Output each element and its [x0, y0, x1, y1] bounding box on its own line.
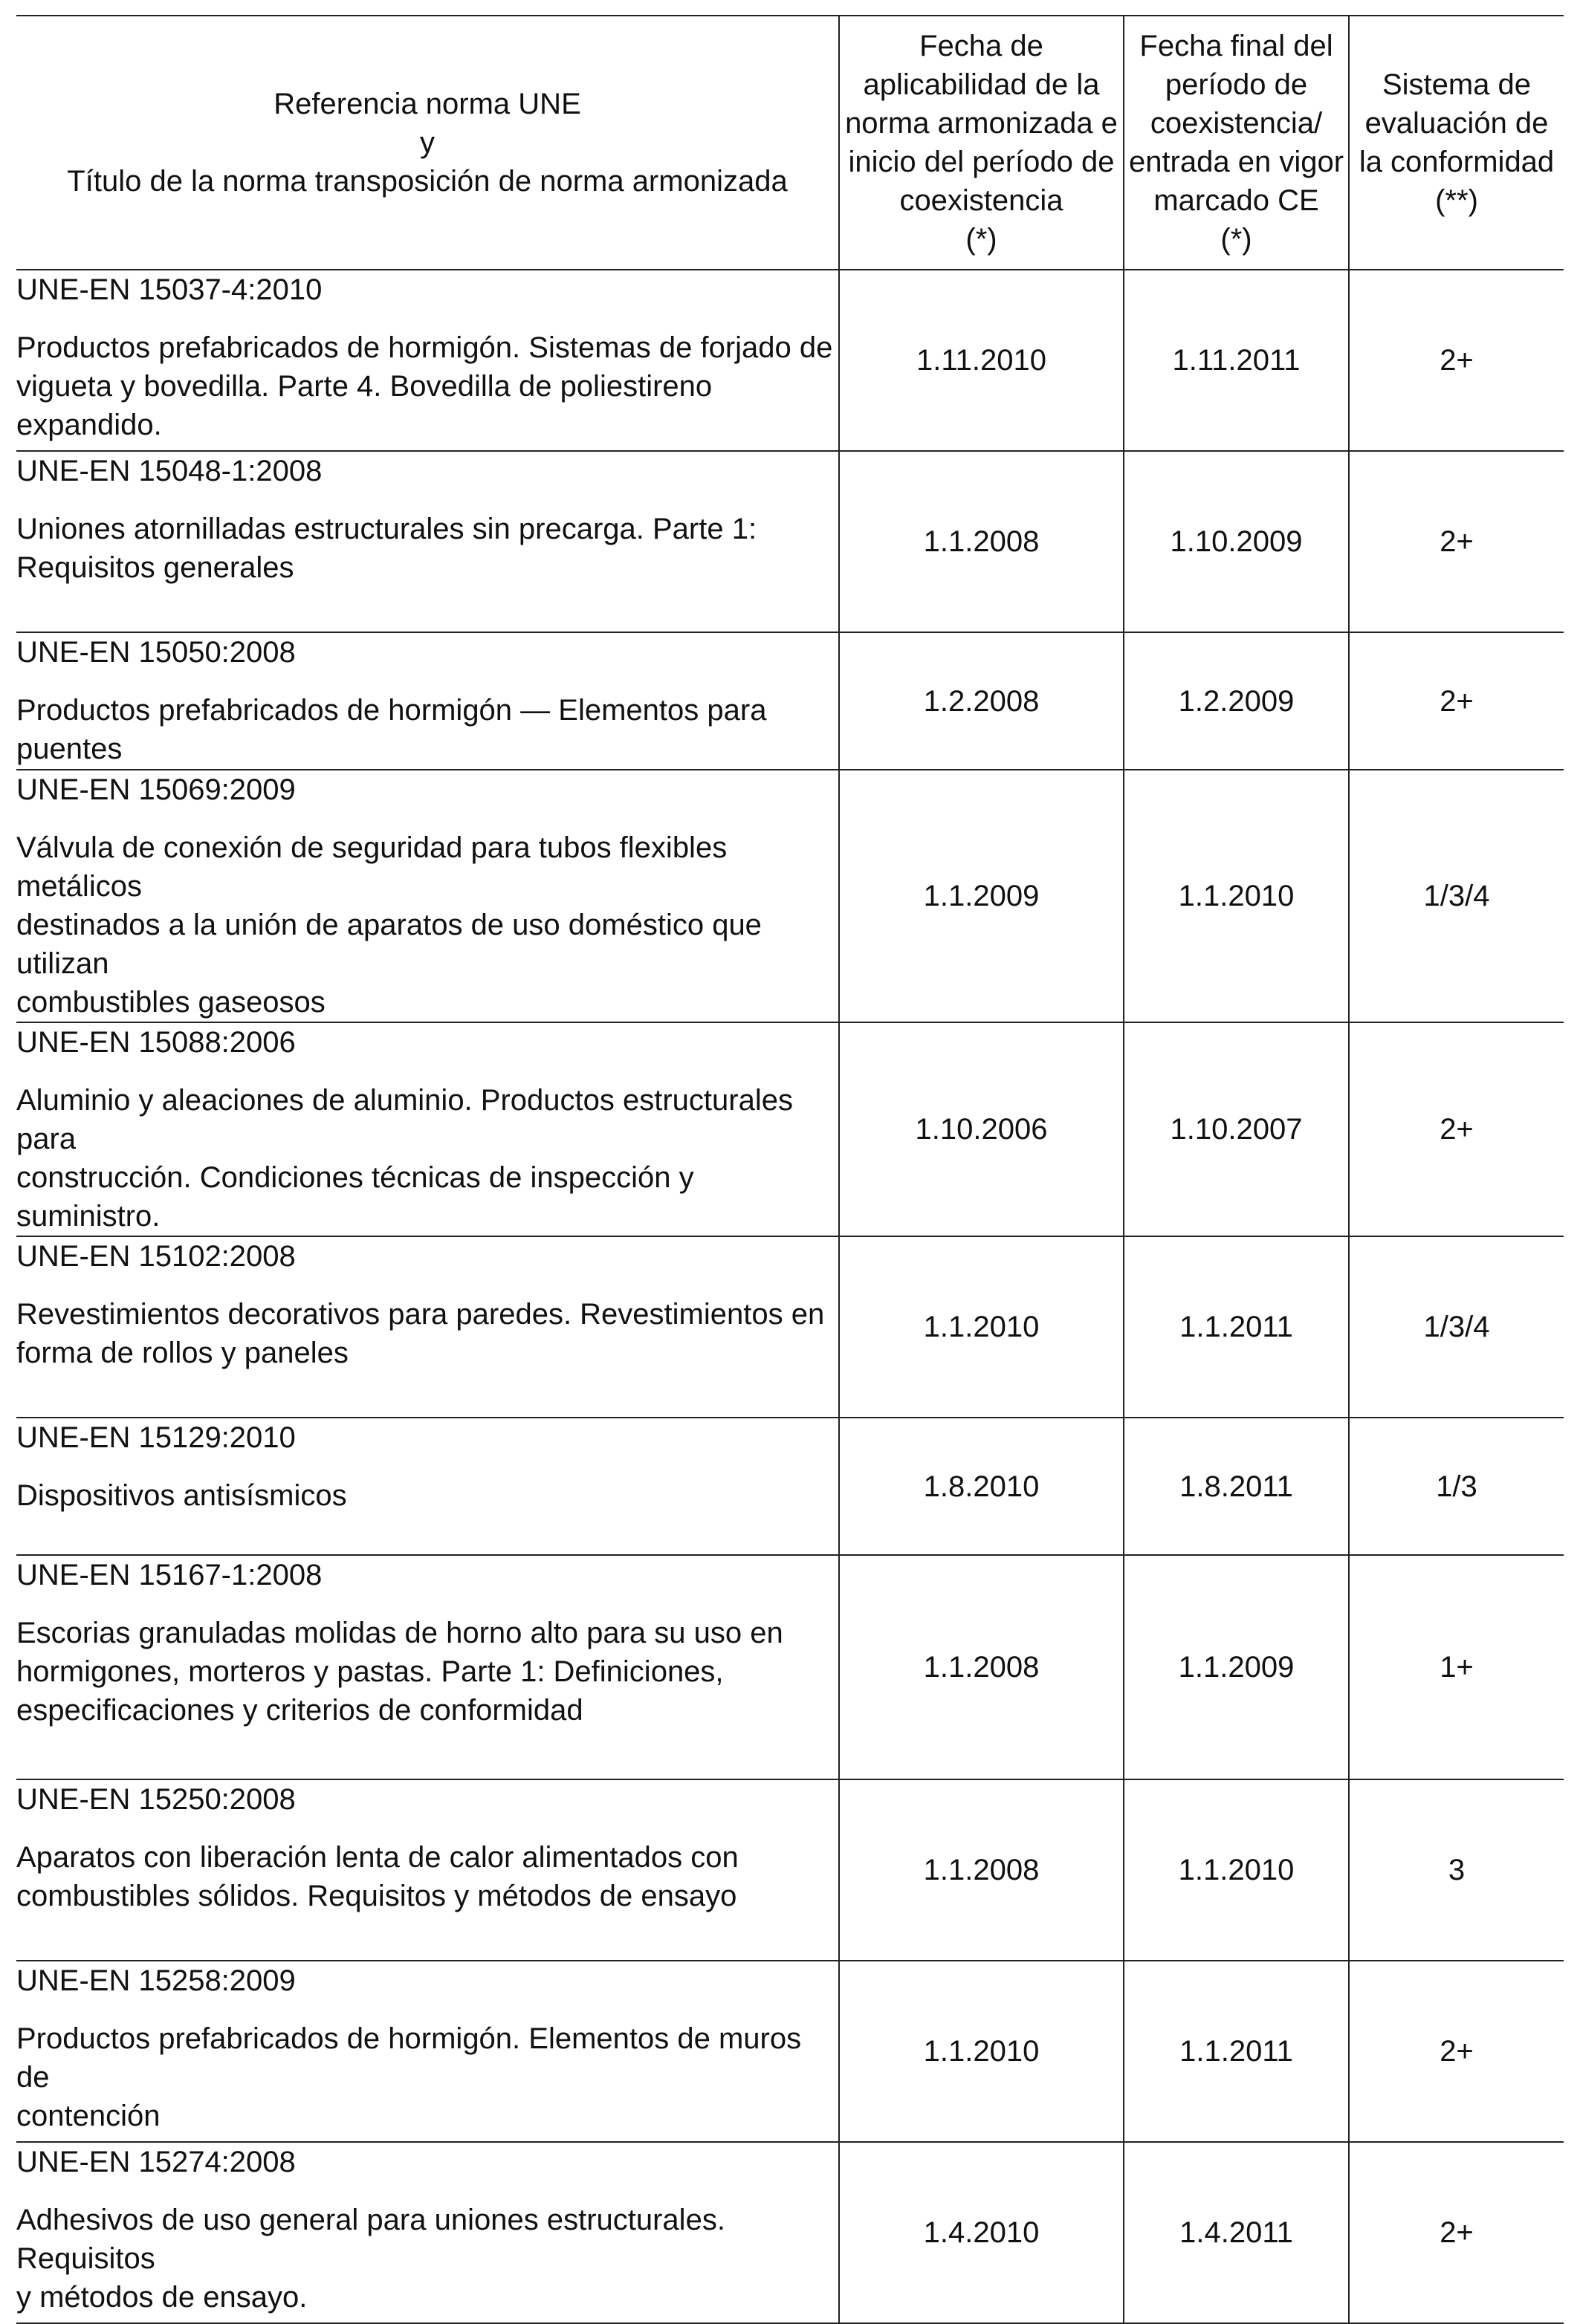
- standard-title: [16, 510, 838, 587]
- standard-code: UNE-EN 15274:2008: [16, 2146, 296, 2178]
- standard-title: [16, 1081, 838, 1236]
- table-row: [16, 1418, 1564, 1555]
- reference-cell: [16, 451, 839, 632]
- header-end-date-line: entrada en vigor: [1128, 146, 1344, 178]
- applicability-date: 1.1.2008: [839, 451, 1124, 632]
- standard-code: UNE-EN 15037-4:2010: [16, 273, 323, 306]
- table-body: [16, 270, 1564, 2323]
- header-end-date-line: Fecha final del: [1139, 30, 1333, 62]
- reference-cell: [16, 1961, 839, 2142]
- conformity-system: 1/3/4: [1349, 770, 1564, 1022]
- standard-title-line: combustibles gaseosos: [16, 986, 326, 1019]
- end-date: 1.1.2010: [1124, 1779, 1349, 1961]
- standard-title: [16, 1295, 838, 1372]
- applicability-date: 1.11.2010: [839, 270, 1124, 451]
- header-applicability-line: coexistencia: [899, 184, 1063, 217]
- header-system-line: Sistema de: [1382, 68, 1532, 101]
- reference-cell: [16, 1236, 839, 1418]
- standard-title-line: Productos prefabricados de hormigón — Elementos para puentes: [16, 694, 767, 765]
- standard-title-line: forma de rollos y paneles: [16, 1337, 349, 1369]
- end-date: 1.8.2011: [1124, 1418, 1349, 1555]
- table-row: [16, 1779, 1564, 1961]
- header-end-date-line: coexistencia/: [1150, 107, 1323, 140]
- standard-title-line: Aparatos con liberación lenta de calor alimentados con: [16, 1841, 739, 1874]
- reference-cell: [16, 632, 839, 770]
- table-row: [16, 632, 1564, 770]
- conformity-system: 3: [1349, 1779, 1564, 1961]
- applicability-date: 1.1.2010: [839, 1961, 1124, 2142]
- standard-title-line: destinados a la unión de aparatos de uso doméstico que utilizan: [16, 909, 762, 980]
- conformity-system: 2+: [1349, 2142, 1564, 2323]
- standard-title-line: Escorias granuladas molidas de horno alto para su uso en: [16, 1617, 783, 1649]
- standard-title-line: Productos prefabricados de hormigón. Sistemas de forjado de: [16, 331, 833, 364]
- table-row: [16, 1961, 1564, 2142]
- conformity-system: 2+: [1349, 632, 1564, 770]
- standard-title: [16, 2019, 838, 2135]
- reference-cell: [16, 2142, 839, 2323]
- standard-code: UNE-EN 15050:2008: [16, 636, 296, 669]
- header-system: [1349, 16, 1564, 270]
- header-end-date-line: marcado CE: [1153, 184, 1319, 217]
- standard-title-line: hormigones, morteros y pastas. Parte 1: Definiciones,: [16, 1655, 724, 1688]
- standard-title: [16, 828, 838, 1022]
- header-applicability-line: Fecha de: [919, 30, 1043, 62]
- end-date: 1.1.2011: [1124, 1961, 1349, 2142]
- header-end-date-line: (*): [1220, 223, 1252, 256]
- end-date: 1.10.2009: [1124, 451, 1349, 632]
- header-row: [16, 16, 1564, 270]
- standard-title-line: Revestimientos decorativos para paredes. Revestimientos en: [16, 1298, 825, 1331]
- header-reference-line: Título de la norma transposición de norma armonizada: [67, 165, 788, 198]
- standard-code: UNE-EN 15167-1:2008: [16, 1559, 323, 1591]
- end-date: 1.4.2011: [1124, 2142, 1349, 2323]
- table-row: [16, 451, 1564, 632]
- standard-title: [16, 1476, 838, 1515]
- header-applicability-line: (*): [965, 223, 997, 256]
- standard-title: [16, 691, 838, 768]
- standard-title-line: vigueta y bovedilla. Parte 4. Bovedilla de poliestireno expandido.: [16, 370, 713, 441]
- header-reference: [16, 16, 839, 270]
- header-applicability-line: inicio del período de: [848, 146, 1115, 178]
- reference-cell: [16, 770, 839, 1022]
- header-reference-line: y: [420, 126, 435, 159]
- standard-title-line: Aluminio y aleaciones de aluminio. Productos estructurales para: [16, 1084, 793, 1155]
- reference-cell: [16, 270, 839, 451]
- applicability-date: 1.1.2009: [839, 770, 1124, 1022]
- conformity-system: 2+: [1349, 1961, 1564, 2142]
- end-date: 1.1.2010: [1124, 770, 1349, 1022]
- standard-title: [16, 1838, 838, 1915]
- standard-code: UNE-EN 15250:2008: [16, 1783, 296, 1816]
- applicability-date: 1.10.2006: [839, 1022, 1124, 1236]
- table-row: [16, 270, 1564, 451]
- standard-title-line: y métodos de ensayo.: [16, 2281, 308, 2314]
- standard-code: UNE-EN 15069:2009: [16, 773, 296, 806]
- conformity-system: 1/3/4: [1349, 1236, 1564, 1418]
- reference-cell: [16, 1022, 839, 1236]
- end-date: 1.11.2011: [1124, 270, 1349, 451]
- header-system-line: la conformidad: [1359, 146, 1555, 178]
- conformity-system: 2+: [1349, 1022, 1564, 1236]
- table-row: [16, 770, 1564, 1022]
- applicability-date: 1.4.2010: [839, 2142, 1124, 2323]
- table-row: [16, 1236, 1564, 1418]
- end-date: 1.1.2009: [1124, 1555, 1349, 1779]
- table-row: [16, 1555, 1564, 1779]
- header-end-date-line: período de: [1165, 68, 1308, 101]
- reference-cell: [16, 1418, 839, 1555]
- header-applicability-line: aplicabilidad de la: [863, 68, 1100, 101]
- standard-title-line: Dispositivos antisísmicos: [16, 1479, 347, 1512]
- header-end-date: [1124, 16, 1349, 270]
- standard-title: [16, 328, 838, 444]
- standard-title-line: combustibles sólidos. Requisitos y métodos de ensayo: [16, 1880, 737, 1912]
- conformity-system: 1/3: [1349, 1418, 1564, 1555]
- applicability-date: 1.2.2008: [839, 632, 1124, 770]
- reference-cell: [16, 1555, 839, 1779]
- applicability-date: 1.1.2008: [839, 1555, 1124, 1779]
- standard-code: UNE-EN 15102:2008: [16, 1240, 296, 1273]
- header-system-line: (**): [1435, 184, 1478, 217]
- standard-title-line: Válvula de conexión de seguridad para tubos flexibles metálicos: [16, 831, 728, 903]
- standard-code: UNE-EN 15258:2009: [16, 1964, 296, 1997]
- table-row: [16, 1022, 1564, 1236]
- end-date: 1.1.2011: [1124, 1236, 1349, 1418]
- reference-cell: [16, 1779, 839, 1961]
- standard-title-line: contención: [16, 2100, 161, 2132]
- header-applicability: [839, 16, 1124, 270]
- standard-title-line: Requisitos generales: [16, 551, 294, 584]
- standard-title: [16, 1614, 838, 1730]
- table-row: [16, 2142, 1564, 2323]
- standard-code: UNE-EN 15129:2010: [16, 1421, 296, 1454]
- applicability-date: 1.8.2010: [839, 1418, 1124, 1555]
- standard-code: UNE-EN 15088:2006: [16, 1026, 296, 1059]
- header-system-line: evaluación de: [1364, 107, 1549, 140]
- end-date: 1.2.2009: [1124, 632, 1349, 770]
- standard-code: UNE-EN 15048-1:2008: [16, 455, 323, 487]
- standard-title-line: Uniones atornilladas estructurales sin precarga. Parte 1:: [16, 513, 757, 545]
- standard-title-line: especificaciones y criterios de conformidad: [16, 1694, 583, 1727]
- standard-title: [16, 2201, 838, 2317]
- applicability-date: 1.1.2010: [839, 1236, 1124, 1418]
- standard-title-line: construcción. Condiciones técnicas de inspección y suministro.: [16, 1161, 694, 1233]
- standard-title-line: Adhesivos de uso general para uniones estructurales. Requisitos: [16, 2204, 725, 2275]
- header-reference-line: Referencia norma UNE: [273, 88, 581, 120]
- conformity-system: 1+: [1349, 1555, 1564, 1779]
- standards-table: [16, 15, 1564, 2324]
- conformity-system: 2+: [1349, 451, 1564, 632]
- conformity-system: 2+: [1349, 270, 1564, 451]
- applicability-date: 1.1.2008: [839, 1779, 1124, 1961]
- standard-title-line: Productos prefabricados de hormigón. Elementos de muros de: [16, 2022, 802, 2094]
- end-date: 1.10.2007: [1124, 1022, 1349, 1236]
- header-applicability-line: norma armonizada e: [845, 107, 1118, 140]
